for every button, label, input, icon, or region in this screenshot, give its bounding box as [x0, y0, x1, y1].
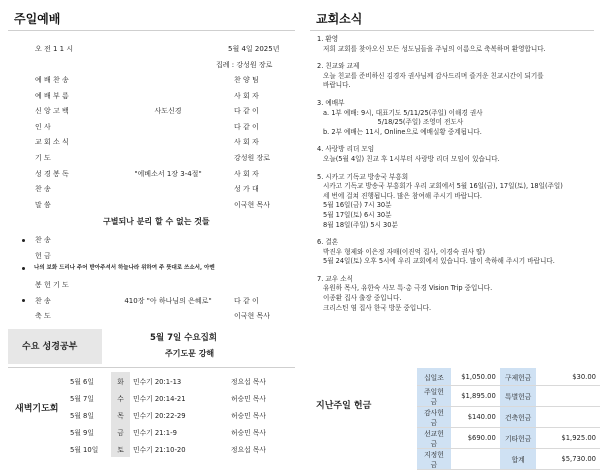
dawn-date: 5월 10일 — [70, 445, 99, 454]
order-person: 성 가 대 — [234, 185, 259, 194]
news-title-rule — [310, 30, 594, 31]
order-item: 찬 송 — [35, 185, 51, 194]
news-item — [317, 275, 597, 313]
order-item: 교 회 소 식 — [35, 138, 69, 147]
offering-key: 선교헌금 — [417, 428, 451, 449]
news-item-line: 5월 24일(토) 오후 5시에 우리 교회에서 있습니다. 많이 축하해 주시기 바랍니다. — [323, 257, 555, 266]
order-person: 찬 양 팀 — [234, 76, 259, 84]
news-item-line: 오늘(5월 4일) 친교 후 1시부터 사랑방 리더 모임이 있습니다. — [323, 154, 500, 163]
wednesday-line1: 5월 7일 수요집회 — [150, 333, 218, 343]
dawn-day: 목 — [111, 406, 130, 423]
dawn-row — [67, 389, 269, 406]
offering-value: $690.00 — [451, 428, 500, 449]
worship-title-rule — [8, 30, 295, 31]
news-list — [317, 35, 597, 321]
news-item-line: 저희 교회를 찾아오신 모든 성도님들을 주님의 이름으로 축복하며 환영합니다. — [323, 44, 546, 53]
dawn-row — [67, 372, 269, 389]
order-item: 신 앙 고 백 — [35, 107, 69, 116]
dawn-book: 민수기 20:14-21 — [133, 394, 186, 403]
news-item — [317, 35, 597, 54]
offering-value — [536, 407, 600, 428]
offering-key: 감사헌금 — [417, 407, 451, 428]
order-item: 예 배 부 름 — [35, 91, 69, 100]
wednesday-line2: 주기도문 강해 — [165, 349, 215, 358]
order-item: 찬 송 — [35, 236, 51, 244]
offering-label: 지난주일 헌금 — [316, 401, 372, 411]
news-item-head: 2. 친교와 교제 — [317, 62, 360, 71]
offering-value: $1,925.00 — [536, 428, 600, 449]
dawn-leader: 허승민 목사 — [231, 428, 266, 437]
offering-note-bullet — [22, 267, 25, 270]
offering-key: 십일조 — [417, 368, 451, 386]
dawn-book: 민수기 21:10-20 — [133, 445, 186, 454]
order-person: 사 회 자 — [234, 91, 259, 100]
offering-note: 나의 보화 드리나 주어 받아주셔서 하늘나라 위하여 주 뜻대로 쓰소서, 아멘 — [34, 265, 215, 271]
dawn-row — [67, 440, 269, 457]
order-item: 축 도 — [35, 312, 51, 320]
order-person: 다 같 이 — [234, 122, 259, 131]
dawn-day: 금 — [111, 423, 130, 440]
order-item: 봉 헌 기 도 — [35, 281, 69, 289]
offering-value: $140.00 — [451, 407, 500, 428]
offering-value: $30.00 — [536, 368, 600, 386]
dawn-table — [67, 372, 269, 457]
order-content: 410장 "아 하나님의 은혜로" — [124, 296, 212, 305]
offering-key: 기타헌금 — [500, 428, 537, 449]
offering-value: $1,050.00 — [451, 368, 500, 386]
news-item-head: 1. 환영 — [317, 35, 339, 43]
bullet — [22, 239, 25, 242]
news-item-line: 5/18/25(주일) 조영미 전도사 — [323, 118, 464, 127]
order-content: 사도신경 — [154, 107, 182, 116]
news-item-line: 시카고 기독교 방송국 부흥회가 우리 교회에서 5월 16일(금), 17일(토), 18일(주일) — [323, 182, 563, 191]
news-item-head: 7. 교우 소식 — [317, 274, 353, 283]
news-item-line: 박진우 형제와 이은정 자매(이진억 집사, 이경숙 권사 딸) — [323, 247, 486, 256]
order-item: 말 씀 — [35, 200, 51, 209]
worship-time: 오 전 1 1 시 — [35, 45, 74, 53]
dawn-book: 민수기 21:1-9 — [133, 428, 177, 437]
worship-presider: 집례 : 강성원 장로 — [216, 61, 273, 69]
order-item: 찬 송 — [35, 296, 51, 305]
dawn-day: 토 — [111, 440, 130, 457]
dawn-leader: 정요섭 목사 — [231, 445, 266, 454]
dawn-book: 민수기 20:1-13 — [133, 377, 182, 386]
worship-title: 주일예배 — [14, 12, 61, 26]
dawn-leader: 허승민 목사 — [231, 411, 266, 420]
order-person: 강성원 장로 — [234, 154, 271, 162]
order-item: 인 사 — [35, 122, 51, 131]
offering-key: 합계 — [500, 449, 537, 470]
order-person: 이국현 목사 — [234, 312, 271, 320]
worship-date: 5월 4일 2025년 — [228, 45, 280, 53]
wednesday-label: 수요 성경공부 — [22, 342, 78, 352]
offering-table — [417, 368, 600, 470]
dawn-label: 새벽기도회 — [15, 404, 59, 414]
offering-key: 건축헌금 — [500, 407, 537, 428]
news-item-line: 크리스틴 염 집사 한국 방문 중입니다. — [323, 303, 432, 312]
order-person: 이국현 목사 — [234, 200, 271, 209]
offering-key: 구제헌금 — [500, 368, 537, 386]
offering-value — [536, 386, 600, 407]
dawn-row — [67, 406, 269, 423]
news-item — [317, 99, 597, 137]
news-item-line: a. 1부 예배: 9시, 대표기도 5/11/25(주일) 이해경 권사 — [323, 108, 483, 117]
order-content: "에베소서 1장 3-4절" — [134, 169, 202, 178]
wednesday-rule — [8, 367, 295, 368]
news-item-head: 5. 시카고 기독교 방송국 부흥회 — [317, 172, 409, 181]
news-item-head: 6. 결혼 — [317, 238, 339, 247]
offering-value: $1,895.00 — [451, 386, 500, 407]
news-item-line: 세 번에 걸쳐 진행됩니다. 많은 참여해 주시기 바랍니다. — [323, 191, 482, 200]
offering-key: 특별헌금 — [500, 386, 537, 407]
dawn-date: 5월 7일 — [70, 394, 94, 403]
news-item — [317, 145, 597, 164]
dawn-date: 5월 6일 — [70, 377, 94, 386]
offering-key: 지정헌금 — [417, 449, 451, 470]
news-title: 교회소식 — [316, 12, 363, 26]
order-person: 사 회 자 — [234, 169, 259, 178]
dawn-date: 5월 9일 — [70, 428, 94, 437]
dawn-book: 민수기 20:22-29 — [133, 411, 186, 420]
order-item: 헌 금 — [35, 251, 51, 260]
bullet — [22, 299, 25, 302]
news-item-line: b. 2부 예배는 11시, Online으로 예배실황 중계됩니다. — [323, 127, 482, 136]
offering-row — [417, 368, 600, 386]
offering-value — [451, 449, 500, 470]
news-item — [317, 62, 597, 91]
news-item — [317, 238, 597, 267]
news-item-head: 4. 사랑방 리더 모임 — [317, 145, 375, 154]
order-item: 예 배 찬 송 — [35, 76, 69, 84]
dawn-leader: 정요섭 목사 — [231, 377, 266, 386]
dawn-date: 5월 8일 — [70, 411, 94, 420]
offering-key: 주일헌금 — [417, 386, 451, 407]
news-item-line: 유원하 목사, 유한숙 사모 특·총 극경 Vision Trip 중입니다. — [323, 284, 493, 293]
offering-row — [417, 428, 600, 449]
order-person: 다 같 이 — [234, 296, 259, 305]
dawn-day: 화 — [111, 372, 130, 389]
offering-value: $5,730.00 — [536, 449, 600, 470]
order-item: 기 도 — [35, 154, 51, 162]
news-item — [317, 173, 597, 231]
sermon-title: 구별되나 분리 할 수 없는 것들 — [103, 217, 210, 226]
dawn-row — [67, 423, 269, 440]
news-item-line: 바랍니다. — [323, 81, 351, 90]
order-person: 사 회 자 — [234, 138, 259, 147]
news-item-line: 8월 18일(주일) 5시 30분 — [323, 220, 398, 229]
dawn-day: 수 — [111, 389, 130, 406]
offering-row — [417, 407, 600, 428]
dawn-leader: 허승민 목사 — [231, 394, 266, 403]
news-item-line: 5월 17일(토) 6시 30분 — [323, 210, 392, 219]
order-item: 성 경 봉 독 — [35, 169, 69, 178]
news-item-line: 5월 16일(금) 7시 30분 — [323, 201, 392, 210]
offering-row — [417, 449, 600, 470]
news-item-head: 3. 예배부 — [317, 98, 345, 107]
order-person: 다 같 이 — [234, 107, 259, 116]
news-item-line: 이종환 집사 출장 중입니다. — [323, 294, 402, 303]
offering-row — [417, 386, 600, 407]
news-item-line: 오늘 친교를 준비하신 김경자 권사님께 감사드리며 즐거운 친교시간이 되기를 — [323, 71, 544, 80]
